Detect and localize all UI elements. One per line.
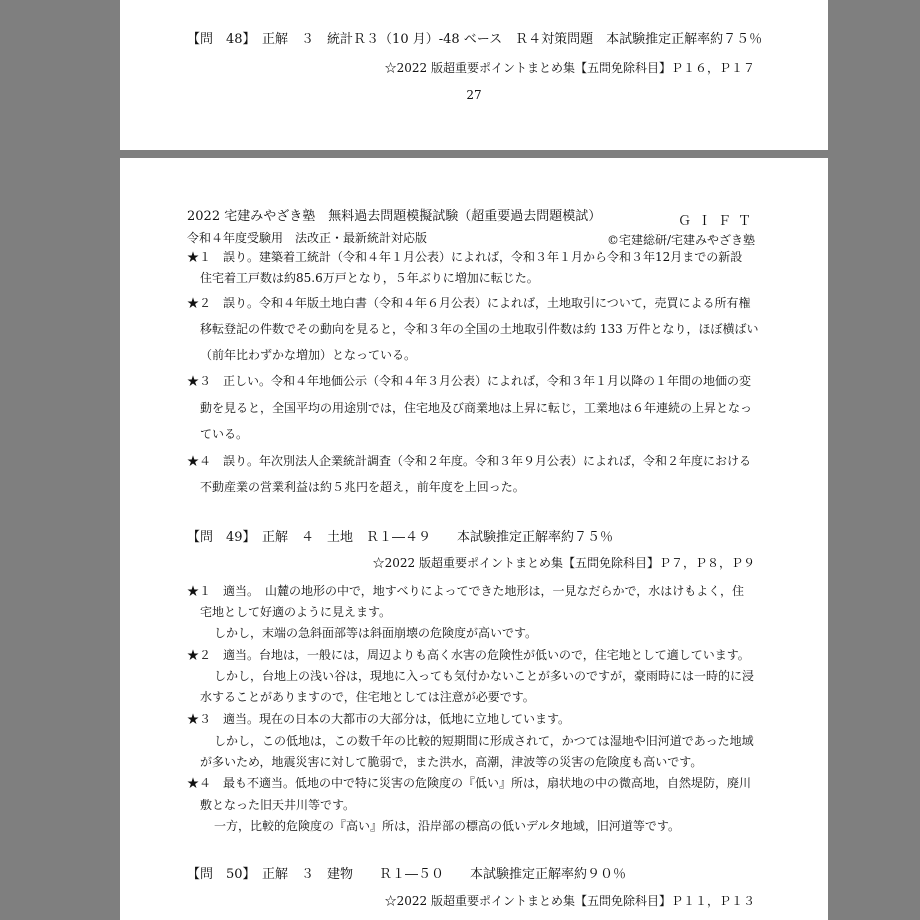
document-title: 2022 宅建みやざき塾 無料過去問題模擬試験（超重要過去問題模試） <box>187 209 602 224</box>
q49-item-1: ★１ 適当。 山麓の地形の中で，地すべりによってできた地形は，一見なだらかで，水はけもよく，住 <box>187 584 745 598</box>
q48-answer-header: 【問 48】 正解 ３ 統計Ｒ３（10 月）-48 ベース Ｒ４対策問題 本試験推定正解率約７５％ <box>187 32 763 47</box>
page-sheet-main <box>120 158 828 920</box>
q48-item-2: ★２ 誤り。令和４年版土地白書（令和４年６月公表）によれば，土地取引について，売買による所有権 <box>187 296 751 310</box>
copyright: ©宅建総研/宅建みやざき塾 <box>606 233 755 247</box>
q49-answer-header: 【問 49】 正解 ４ 土地 Ｒ１―４９ 本試験推定正解率約７５％ <box>187 530 614 545</box>
q49-item-2-cont: 水することがありますので，住宅地としては注意が必要です。 <box>200 690 535 704</box>
q48-item-3: ★３ 正しい。令和４年地価公示（令和４年３月公表）によれば，令和３年１月以降の１年間の地価の変 <box>187 374 752 388</box>
q48-item-3-cont2: ている。 <box>200 427 249 441</box>
q49-item-3-note: しかし，この低地は，この数千年の比較的短期間に形成されて，かつては湿地や旧河道であった地域 <box>214 734 754 748</box>
q49-reference: ☆2022 版超重要ポイントまとめ集【五問免除科目】Ｐ７，Ｐ８，Ｐ９ <box>372 556 755 570</box>
q49-item-1-cont: 宅地として好適のように見えます。 <box>200 605 392 619</box>
q48-reference: ☆2022 版超重要ポイントまとめ集【五問免除科目】Ｐ１６，Ｐ１７ <box>384 61 755 75</box>
q49-item-3: ★３ 適当。現在の日本の大都市の大部分は，低地に立地しています。 <box>187 712 571 726</box>
q49-item-2-note: しかし，台地上の浅い谷は，現地に入っても気付かないことが多いのですが，豪雨時には一時的に浸 <box>214 669 755 683</box>
q49-item-4-note: 一方，比較的危険度の『高い』所は，沿岸部の標高の低いデルタ地域，旧河道等です。 <box>214 819 680 833</box>
page-number: 27 <box>466 88 482 102</box>
q49-item-4-cont: 敷となった旧天井川等です。 <box>200 798 356 812</box>
q49-item-4: ★４ 最も不適当。低地の中で特に災害の危険度の『低い』所は，扇状地の中の微高地，自然堤防，廃川 <box>187 776 752 790</box>
q48-item-2-cont2: （前年比わずかな増加）となっている。 <box>200 348 417 362</box>
q49-item-2: ★２ 適当。台地は，一般には，周辺よりも高く水害の危険性が低いので，住宅地として適しています。 <box>187 648 750 662</box>
q48-item-4: ★４ 誤り。年次別法人企業統計調査（令和２年度。令和３年９月公表）によれば，令和２年度における <box>187 454 752 468</box>
q50-reference: ☆2022 版超重要ポイントまとめ集【五問免除科目】Ｐ１１，Ｐ１３ <box>384 894 755 908</box>
q48-item-1-cont: 住宅着工戸数は約85.6万戸となり，５年ぶりに増加に転じた。 <box>200 271 539 285</box>
q48-item-3-cont: 動を見ると，全国平均の用途別では，住宅地及び商業地は上昇に転じ，工業地は６年連続の上昇となっ <box>200 401 753 415</box>
page-sheet-top <box>120 0 828 150</box>
q49-item-3-cont: が多いため，地震災害に対して脆弱で，また洪水，高潮，津波等の災害の危険度も高いです。 <box>200 755 703 769</box>
gift-label: ＧＩＦＴ <box>677 214 758 229</box>
q48-item-4-cont: 不動産業の営業利益は約５兆円を超え，前年度を上回った。 <box>200 480 525 494</box>
q49-item-1-note: しかし，末端の急斜面部等は斜面崩壊の危険度が高いです。 <box>214 626 538 640</box>
q48-item-1: ★１ 誤り。建築着工統計（令和４年１月公表）によれば，令和３年１月から令和３年12月までの新設 <box>187 250 743 264</box>
q48-item-2-cont: 移転登記の件数でその動向を見ると，令和３年の全国の土地取引件数は約 133 万件となり，ほぼ横ばい <box>200 322 759 336</box>
q50-answer-header: 【問 50】 正解 ３ 建物 Ｒ１―５０ 本試験推定正解率約９０％ <box>187 867 627 882</box>
document-subtitle: 令和４年度受験用 法改正・最新統計対応版 <box>187 231 428 245</box>
